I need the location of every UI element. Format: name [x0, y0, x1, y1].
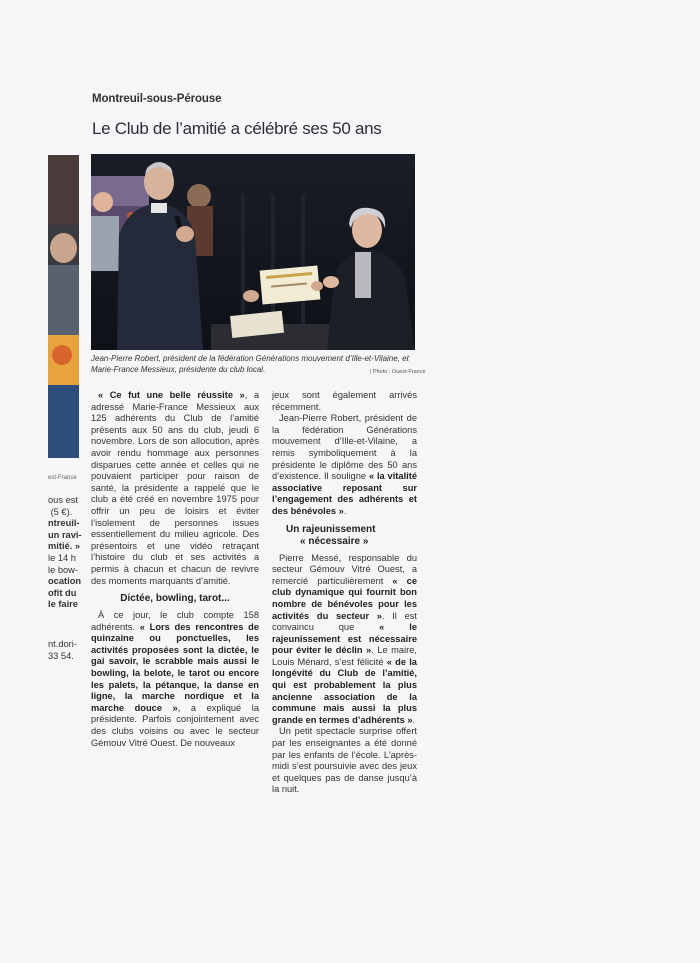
neighbor-footer-line: nt.dori-: [48, 639, 77, 649]
intro-quote: « Ce fut une belle réussite »: [98, 390, 245, 400]
activities-text-end: , a expliqué la présidente. Parfois conjointement avec des clubs voisins ou avec le secteur Gémouv Vitré Ouest. De nouveaux: [91, 702, 260, 748]
sector-text-start: Pierre Messé, responsable du secteur Gémouv Vitré Ouest, a remercié particulièrement: [272, 552, 417, 586]
photo-caption: Jean-Pierre Robert, président de la fédération Générations mouvement d’Ille-et-Vilaine, et Marie-France Messieux, présidente du club local.: [91, 354, 409, 374]
mayor-text: . Le maire, Louis Ménard, s’est félicité: [272, 645, 417, 667]
federation-text: Jean-Pierre Robert, président de la fédération Générations mouvement d’Ille-et-Vilaine, a remis symboliquement à la présidente le diplôme des 50 ans d’existence. Il souligne: [272, 413, 417, 482]
neighbor-text-line: ofit du: [48, 587, 77, 598]
neighbor-photo-fragment: [48, 155, 79, 458]
neighbor-text-line: un ravi-: [48, 529, 82, 540]
neighbor-text-line: le 14 h: [48, 552, 76, 563]
subheading-line-2: « nécessaire »: [300, 535, 369, 547]
rejuvenation-quote: « le rajeunissement est nécessaire pour éviter le déclin »: [272, 622, 417, 656]
neighbor-footer-fragment: [48, 639, 82, 662]
activities-quote: « Lors des rencontres de quinzaine ou ponctuelles, les activités proposées sont la dictée, le gai savoir, le scrabble mais aussi le bowling, la belote, le tarot ou encore les palets, la pétanque, la danse en ligne, la marche nordique et la marche douce »: [91, 621, 259, 713]
sector-quote: « ce club dynamique qui fournit bon nombre de bénévoles pour les activités du secteur »: [272, 575, 417, 621]
neighbor-text-fragment: [48, 495, 82, 611]
neighbor-footer-line: 33 54.: [48, 650, 74, 661]
photo-credit: | Photo : Ouest-France: [370, 369, 426, 375]
intro-text: , a adressé Marie-France Messieux aux 125 adhérents du Club de l’amitié présents aux 50 ans du club, jeudi 6 novembre. Lors de son allocution, après avoir rendu hommage aux personnes disparues cette année et celles qui ne pouvaient participer pour raison de santé, la présidente a rappelé que le club a été créé en novembre 1975 pour offrir un peu de loisirs et éviter l’isolement de personnes issues essentiellement du milieu agricole. Des présentoirs et une vidéo retraçant l’histoire du club et ses activités a permis à chacun et chacun de revivre des moments marquants d’amitié.: [91, 390, 259, 586]
subheading-activities: Dictée, bowling, tarot...: [120, 593, 230, 605]
paragraph-intro: [91, 390, 259, 587]
subheading-rejuvenation: [272, 524, 417, 548]
federation-quote: « la vitalité associative reposant sur l’engagement des adhérents et des bénévoles »: [272, 471, 417, 516]
activities-text-start: À ce jour, le club compte 158 adhérents.: [91, 610, 259, 632]
article-photo: [91, 154, 415, 350]
paragraph-sector: [272, 553, 417, 727]
neighbor-text-line: le bow-: [48, 564, 78, 575]
neighbor-text-line: ocation: [48, 576, 82, 587]
paragraph-games: jeux sont également arrivés récemment.: [272, 390, 417, 412]
ceremony-photo-illustration: [91, 154, 415, 350]
location-kicker: Montreuil-sous-Pérouse: [92, 93, 222, 105]
article-column-2: [272, 390, 417, 796]
paragraph-federation: [272, 413, 417, 517]
neighbor-photo-credit: est-France: [48, 475, 77, 481]
neighbor-text-line: (5 €).: [48, 506, 73, 517]
neighbor-text-line: ous est: [48, 495, 78, 505]
mayor-end: .: [412, 714, 416, 725]
sector-text-mid: . Il est convaincu que: [272, 610, 417, 633]
subheading-line-1: Un rajeunissement: [286, 523, 376, 535]
neighbor-text-line: le faire: [48, 599, 78, 610]
neighbor-text-line: ntreuil-: [48, 518, 80, 529]
paragraph-show: Un petit spectacle surprise offert par les enseignantes a été donné par les enfants de l’école. L’après-midi s’est poursuivie avec des jeux et quelques pas de danse jusqu’à la nuit.: [272, 726, 417, 795]
federation-end: .: [343, 505, 347, 516]
paragraph-activities: [91, 610, 259, 749]
article-headline: Le Club de l’amitié a célébré ses 50 ans: [92, 119, 382, 138]
neighbor-text-line: mitié. »: [48, 541, 81, 552]
mayor-quote: « de la longévité du Club de l’amitié, qui est probablement la plus ancienne association de la commune mais aussi la plus grande en termes d’adhérents »: [272, 656, 417, 725]
article-column-1: [91, 390, 259, 749]
